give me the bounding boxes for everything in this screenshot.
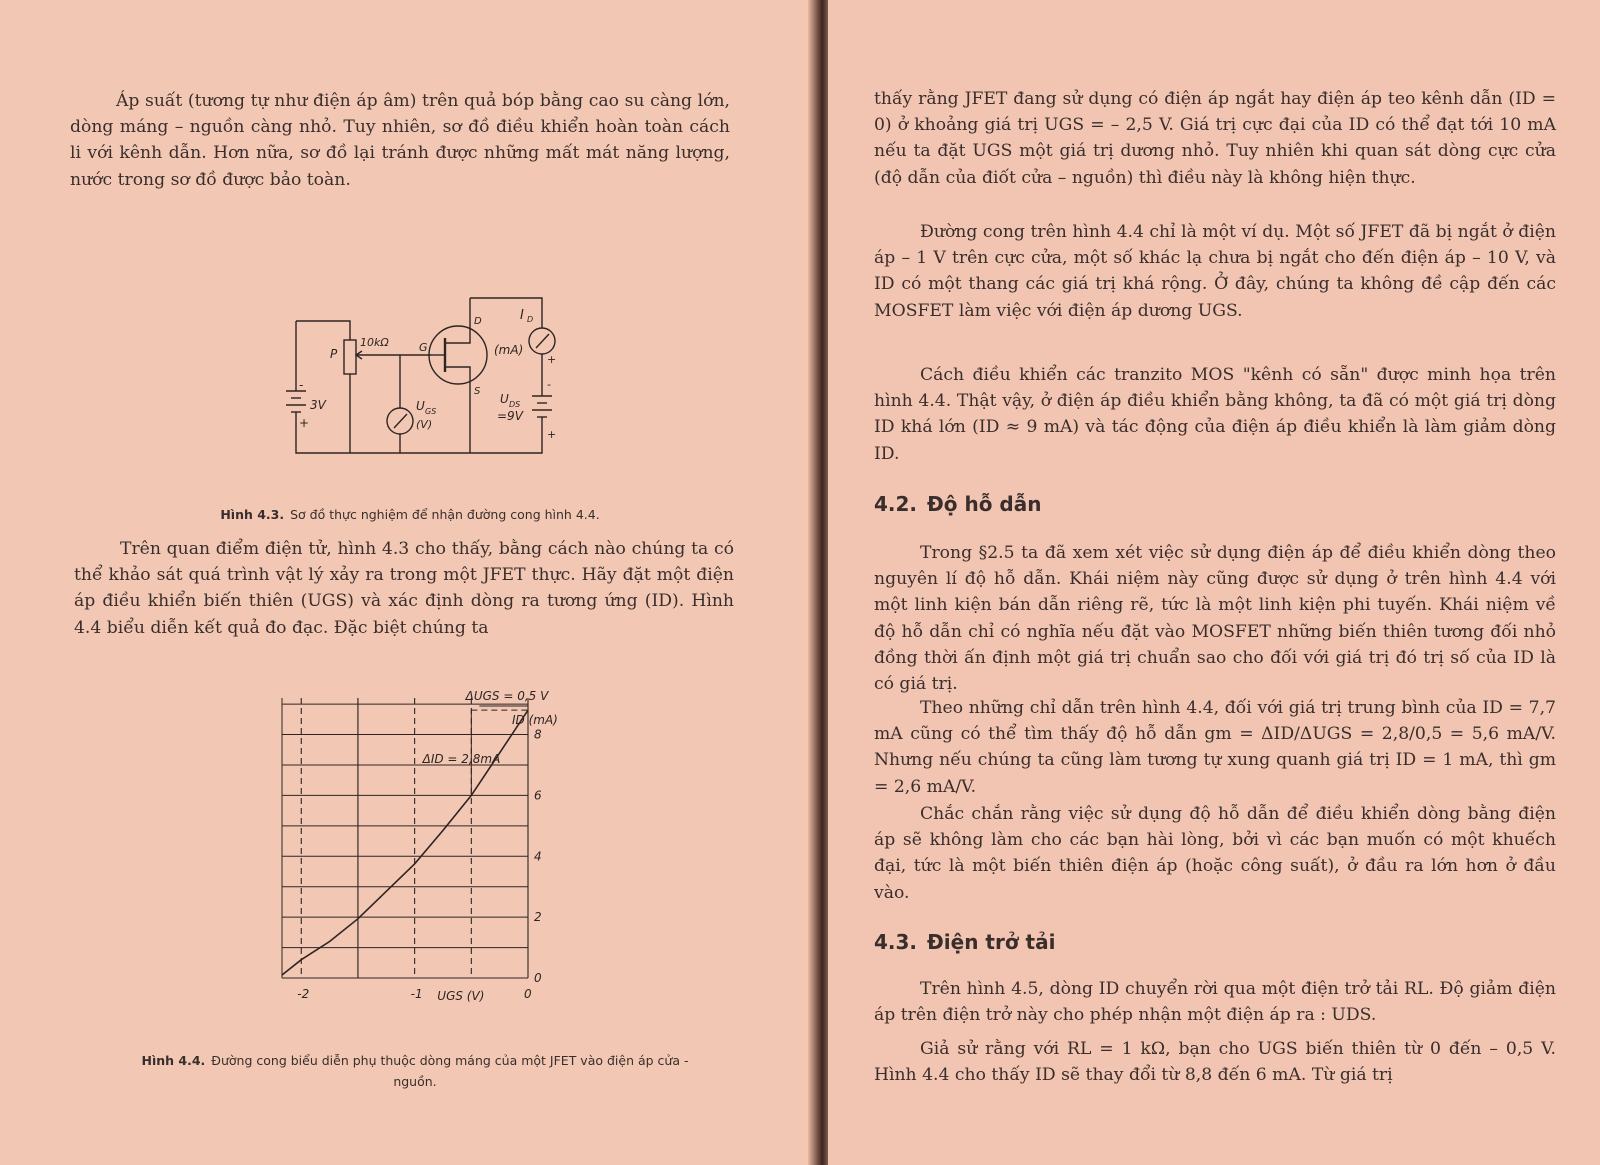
x-tick-label: -1	[410, 987, 423, 1001]
heading-load-resistor	[874, 930, 1055, 954]
middle-paragraph: Trên quan điểm điện tử, hình 4.3 cho thấy, bằng cách nào chúng ta có thể khảo sát quá trình vật lý xảy ra trong một JFET thực. Hãy đặt một điện áp điều khiển biến thiên (UGS) và xác định dòng ra tương ứng (ID). Hình 4.4 biểu diễn kết quả đo đạc. Đặc biệt chúng ta	[74, 539, 734, 638]
label-uds: U	[500, 392, 509, 406]
label-id: I	[520, 308, 524, 323]
paragraph-7: Trên hình 4.5, dòng ID chuyển rời qua một điện trở tải RL. Độ giảm điện áp trên điện trở này cho phép nhận một điện áp ra : UDS.	[874, 979, 1556, 1026]
heading-number: 4.3.	[874, 930, 918, 954]
chart-annotation-delta-ugs: ΔUGS = 0,5 V	[465, 690, 549, 703]
label-resistance: 10kΩ	[360, 336, 389, 349]
label-ugs: U	[416, 399, 425, 413]
heading-transconductance	[874, 492, 1041, 516]
caption-text: Đường cong biểu diễn phụ thuộc dòng máng của một JFET vào điện áp cửa - nguồn.	[211, 1053, 689, 1089]
drain-battery-plus: +	[547, 428, 557, 441]
caption-text: Sơ đồ thực nghiệm để nhận đường cong hình 4.4.	[290, 507, 600, 522]
label-ugs-sub: GS	[425, 407, 437, 416]
caption-label: Hình 4.4.	[141, 1053, 206, 1068]
paragraph-6: Chắc chắn rằng việc sử dụng độ hỗ dẫn để điều khiển dòng bằng điện áp sẽ không làm cho các bạn hài lòng, bởi vì các bạn muốn có một khuếch đại, tức là một biến thiên điện áp (hoặc công suất), ở đầu ra lớn hơn ở đầu vào.	[874, 804, 1556, 903]
y-tick-label: 2	[534, 910, 542, 925]
ugs-meter-needle	[394, 414, 407, 428]
paragraph-5: Theo những chỉ dẫn trên hình 4.4, đối với giá trị trung bình của ID = 7,7 mA cũng có thể tìm thấy độ hỗ dẫn gm = ΔID/ΔUGS = 2,8/0,5 = 5,6 mA/V. Nhưng nếu chúng ta cũng làm tương tự xung quanh giá trị ID = 1 mA, thì gm = 2,6 mA/V.	[874, 698, 1556, 797]
chart-grid	[282, 698, 528, 978]
label-id-sub: D	[527, 315, 534, 324]
potentiometer-symbol	[344, 340, 356, 374]
chart-y-label: ID (mA)	[512, 713, 558, 727]
jfet-source-lead	[445, 367, 470, 453]
caption-figure-4-4	[130, 1050, 700, 1092]
paragraph-3: Cách điều khiển các tranzito MOS "kênh có sẵn" được minh họa trên hình 4.4. Thật vậy, ở điện áp điều khiển bằng không, ta đã có một giá trị dòng ID khá lớn (ID ≈ 9 mA) và tác động của điện áp điều khiển là làm giảm dòng ID.	[874, 365, 1556, 464]
drain-battery-minus: -	[547, 378, 551, 391]
figure-4-3-circuit	[270, 288, 580, 468]
chart-ticks	[297, 728, 542, 1001]
heading-text: Điện trở tải	[927, 930, 1056, 954]
label-ugs-unit: (V)	[416, 418, 433, 431]
right-page	[828, 0, 1600, 1165]
wire-top-left	[296, 321, 350, 340]
x-tick-label: -2	[297, 987, 310, 1001]
label-drain: D	[474, 316, 482, 327]
chart-marks	[282, 706, 528, 975]
figure-4-4-chart	[270, 690, 590, 1020]
heading-number: 4.2.	[874, 492, 918, 516]
label-uds-value: =9V	[497, 409, 523, 423]
label-gate: G	[419, 341, 428, 354]
gate-battery-plus: +	[299, 416, 310, 430]
paragraph-1: thấy rằng JFET đang sử dụng có điện áp ngắt hay điện áp teo kênh dẫn (ID = 0) ở khoảng giá trị UGS = – 2,5 V. Giá trị cực đại của ID có thể đạt tới 10 mA nếu ta đặt UGS một giá trị dương nhỏ. Tuy nhiên khi quan sát dòng cực cửa (độ dẫn của điốt cửa – nguồn) thì điều này là không hiện thực.	[874, 89, 1556, 188]
id-meter-plus: +	[547, 353, 557, 366]
paragraph-2: Đường cong trên hình 4.4 chỉ là một ví dụ. Một số JFET đã bị ngắt ở điện áp – 1 V trên cực cửa, một số khác lạ chưa bị ngắt cho đến điện áp – 10 V, và ID có một thang các giá trị khá rộng. Ở đây, chúng ta không đề cập đến các MOSFET làm việc với điện áp dương UGS.	[874, 222, 1556, 321]
label-gate-battery: 3V	[310, 398, 326, 412]
chart-x-label: UGS (V)	[437, 989, 485, 1003]
caption-figure-4-3	[160, 504, 660, 525]
drain-battery-symbol	[532, 388, 552, 428]
intro-paragraph: Áp suất (tương tự như điện áp âm) trên quả bóp bằng cao su càng lớn, dòng máng – nguồn càng nhỏ. Tuy nhiên, sơ đồ điều khiển hoàn toàn cách li với kênh dẫn. Hơn nữa, sơ đồ lại tránh được những mất mát năng lượng, nước trong sơ đồ được bảo toàn.	[70, 91, 730, 190]
gate-battery-minus: -	[299, 378, 304, 392]
x-tick-label: 0	[524, 987, 532, 1001]
label-ma: (mA)	[494, 343, 524, 357]
jfet-drain-lead	[445, 298, 470, 343]
paragraph-4: Trong §2.5 ta đã xem xét việc sử dụng điện áp để điều khiển dòng theo nguyên lí độ hỗ dẫn. Khái niệm này cũng được sử dụng ở trên hình 4.4 với một linh kiện bán dẫn riêng rẽ, tức là một linh kiện phi tuyến. Khái niệm về độ hỗ dẫn chỉ có nghĩa nếu đặt vào MOSFET những biến thiên tương đối nhỏ đồng thời ấn định một giá trị chuẩn sao cho đối với giá trị đó trị số của ID là có giá trị.	[874, 543, 1556, 695]
label-source: S	[474, 386, 481, 397]
y-tick-label: 8	[534, 727, 542, 742]
y-tick-label: 0	[534, 971, 542, 985]
series-curve	[282, 710, 528, 975]
caption-label: Hình 4.3.	[220, 507, 285, 522]
id-meter-needle	[536, 334, 549, 348]
label-uds-sub: DS	[509, 400, 521, 409]
paragraph-8: Giả sử rằng với RL = 1 kΩ, bạn cho UGS biến thiên từ 0 đến – 0,5 V. Hình 4.4 cho thấy ID sẽ thay đổi từ 8,8 đến 6 mA. Từ giá trị	[874, 1039, 1556, 1086]
chart-annotation-delta-id: ΔID = 2,8mA	[422, 751, 501, 766]
heading-text: Độ hỗ dẫn	[927, 492, 1042, 516]
y-tick-label: 4	[534, 849, 542, 864]
y-tick-label: 6	[534, 788, 542, 803]
label-potentiometer: P	[330, 347, 338, 361]
